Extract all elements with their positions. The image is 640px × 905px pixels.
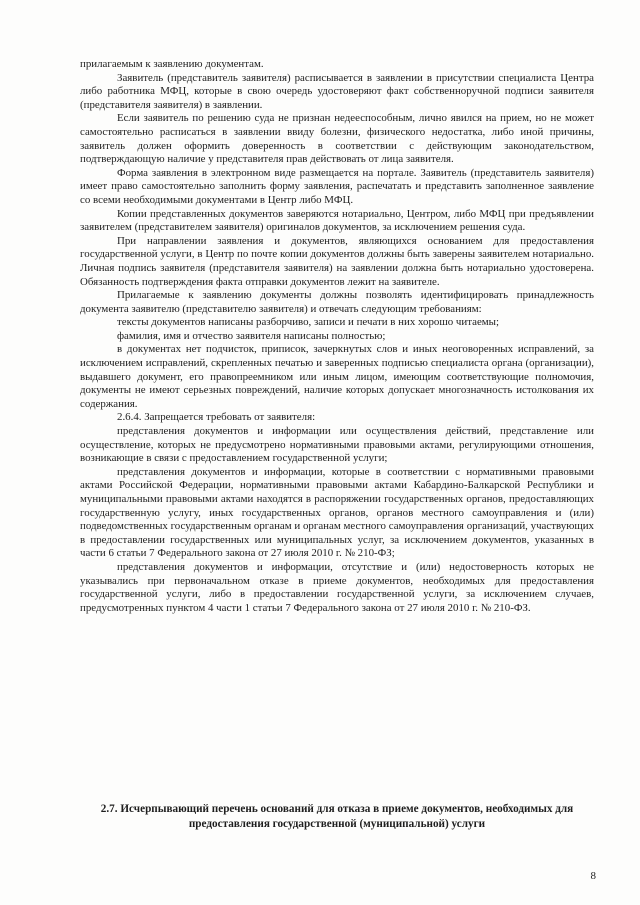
- paragraph: Если заявитель по решению суда не признан недееспособным, лично явился на прием, но не может самостоятельно расписаться в заявлении ввиду болезни, физического недостатка, либо иной причины, заявитель должен оформить доверенность в соответствии с действующим законодательством, подтверждающую наличие у представителя прав действовать от лица заявителя.: [80, 112, 594, 166]
- paragraph: тексты документов написаны разборчиво, записи и печати в них хорошо читаемы;: [117, 316, 500, 329]
- page-number: 8: [590, 870, 596, 882]
- section-heading: 2.7. Исчерпывающий перечень оснований для отказа в приеме документов, необходимых для предоставления государственной (муниципальной) услуги: [100, 803, 574, 830]
- paragraph: Заявитель (представитель заявителя) расписывается в заявлении в присутствии специалиста Центра либо работника МФЦ, которые в свою очередь удостоверяют факт собственноручной подписи заявителя (представителя заявителя) в заявлении.: [80, 71, 594, 111]
- paragraph: Копии представленных документов заверяются нотариально, Центром, либо МФЦ при предъявлении заявителем (представителем заявителя) оригиналов документов, за исключением решения суда.: [80, 207, 594, 234]
- paragraph: в документах нет подчисток, приписок, зачеркнутых слов и иных неоговоренных исправлений, за исключением исправлений, скрепленных печатью и заверенных подписью специалиста органа (организации), выдавшего документ, его правопреемником или иным лицом, имеющим соответствующие полномочия, документы не имеют серьезных повреждений, наличие которых допускает многозначность истолкования их содержания.: [80, 343, 594, 410]
- paragraph: 2.6.4. Запрещается требовать от заявителя:: [117, 411, 316, 424]
- paragraph: представления документов и информации или осуществления действий, представление или осуществление, которых не предусмотрено нормативными правовыми актами, регулирующими отношения, возникающие в связи с предоставлением государственной услуги;: [80, 425, 594, 465]
- paragraph: Прилагаемые к заявлению документы должны позволять идентифицировать принадлежность документа заявителю (представителю заявителя) и отвечать следующим требованиям:: [80, 289, 594, 315]
- paragraph: прилагаемым к заявлению документам.: [80, 58, 264, 70]
- paragraph: фамилия, имя и отчество заявителя написаны полностью;: [117, 329, 386, 342]
- paragraph: представления документов и информации, которые в соответствии с нормативными правовыми актами Российской Федерации, нормативными правовыми актами Кабардино-Балкарской Республики и муниципальными правовыми актами находятся в распоряжении государственных органов, предоставляющих государственную услугу, иных государственных органов, органов местного самоуправления и (или) подведомственных государственным органам и органам местного самоуправления организаций, участвующих в предоставлении государственных или муниципальных услуг, за исключением документов, указанных в части 6 статьи 7 Федерального закона от 27 июля 2010 г. № 210-ФЗ;: [80, 465, 594, 560]
- paragraph: Форма заявления в электронном виде размещается на портале. Заявитель (представитель заявителя) имеет право самостоятельно заполнить форму заявления, распечатать и представить заполненное заявление со всеми необходимыми документами в Центр либо МФЦ.: [80, 166, 594, 206]
- paragraph: представления документов и информации, отсутствие и (или) недостоверность которых не указывались при первоначальном отказе в приеме документов, необходимых для предоставления государственной услуги, либо в предоставлении государственной услуги, за исключением случаев, предусмотренных пунктом 4 части 1 статьи 7 Федерального закона от 27 июля 2010 г. № 210-ФЗ.: [80, 560, 594, 614]
- paragraph: При направлении заявления и документов, являющихся основанием для предоставления государственной услуги, в Центр по почте копии документов должны быть заверены заявителем нотариально. Личная подпись заявителя (представителя заявителя) на заявлении должна быть нотариально удостоверена. Обязанность подтверждения факта отправки документов лежит на заявителе.: [80, 234, 594, 288]
- body-text: [80, 58, 594, 615]
